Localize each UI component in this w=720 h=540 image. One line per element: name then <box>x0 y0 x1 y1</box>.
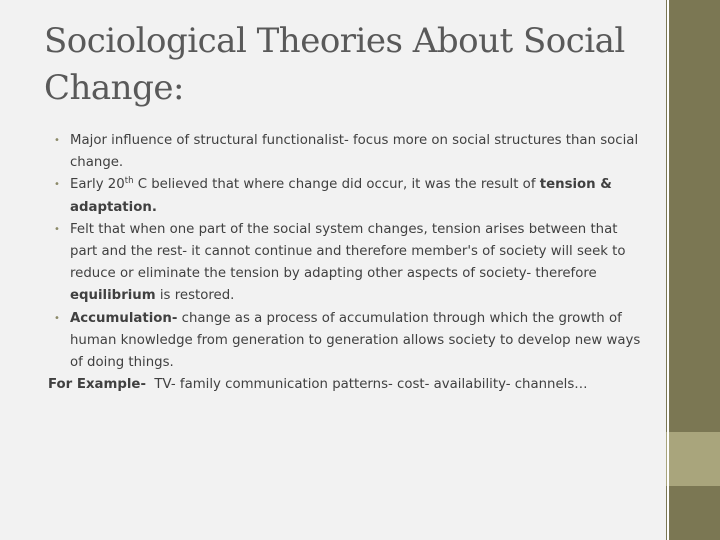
sidebar-divider <box>667 0 669 540</box>
bullet-text-bold: equilibrium <box>70 288 156 304</box>
sidebar-bottom-bar <box>666 486 720 540</box>
example-line <box>48 374 648 396</box>
bullet-item-3 <box>48 219 648 308</box>
sidebar-accent-block <box>666 432 720 486</box>
bullet-icon: • <box>54 223 60 235</box>
example-text: TV- family communication patterns- cost- availability- channels… <box>145 377 588 393</box>
bullet-item-4 <box>48 308 648 375</box>
bullet-text-bold: tension & adaptation. <box>70 177 612 215</box>
bullet-text-post: change as a process of accumulation through which the growth of human knowledge from generation to generation allows society to develop new ways of doing things. <box>70 310 641 371</box>
bullet-item-2 <box>48 174 648 218</box>
sidebar-dark-bar <box>666 0 720 432</box>
bullet-text-bold: Accumulation- <box>70 310 178 326</box>
bullet-icon: • <box>54 135 60 146</box>
slide-title: Sociological Theories About Social Change: <box>44 21 625 108</box>
example-label: For Example- <box>48 377 146 393</box>
bullet-text-pre: Felt that when one part of the social system changes, tension arises between that part and the rest- it cannot continue and therefore member's of society will seek to reduce or eliminate the tension by adapting other aspects of society- therefore <box>70 221 626 282</box>
bullet-icon: • <box>54 312 60 324</box>
bullet-text: Major influence of structural functionalist- focus more on social structures than social change. <box>70 133 639 171</box>
bullet-text-mid: C believed that where change did occur, it was the result of <box>133 177 540 193</box>
bullet-item-1 <box>48 130 648 174</box>
bullet-text-post: is restored. <box>155 288 235 304</box>
bullet-text-pre: Early 20 <box>70 177 125 193</box>
bullet-superscript: th <box>124 176 134 187</box>
slide-body <box>48 130 648 396</box>
bullet-icon: • <box>54 179 60 191</box>
